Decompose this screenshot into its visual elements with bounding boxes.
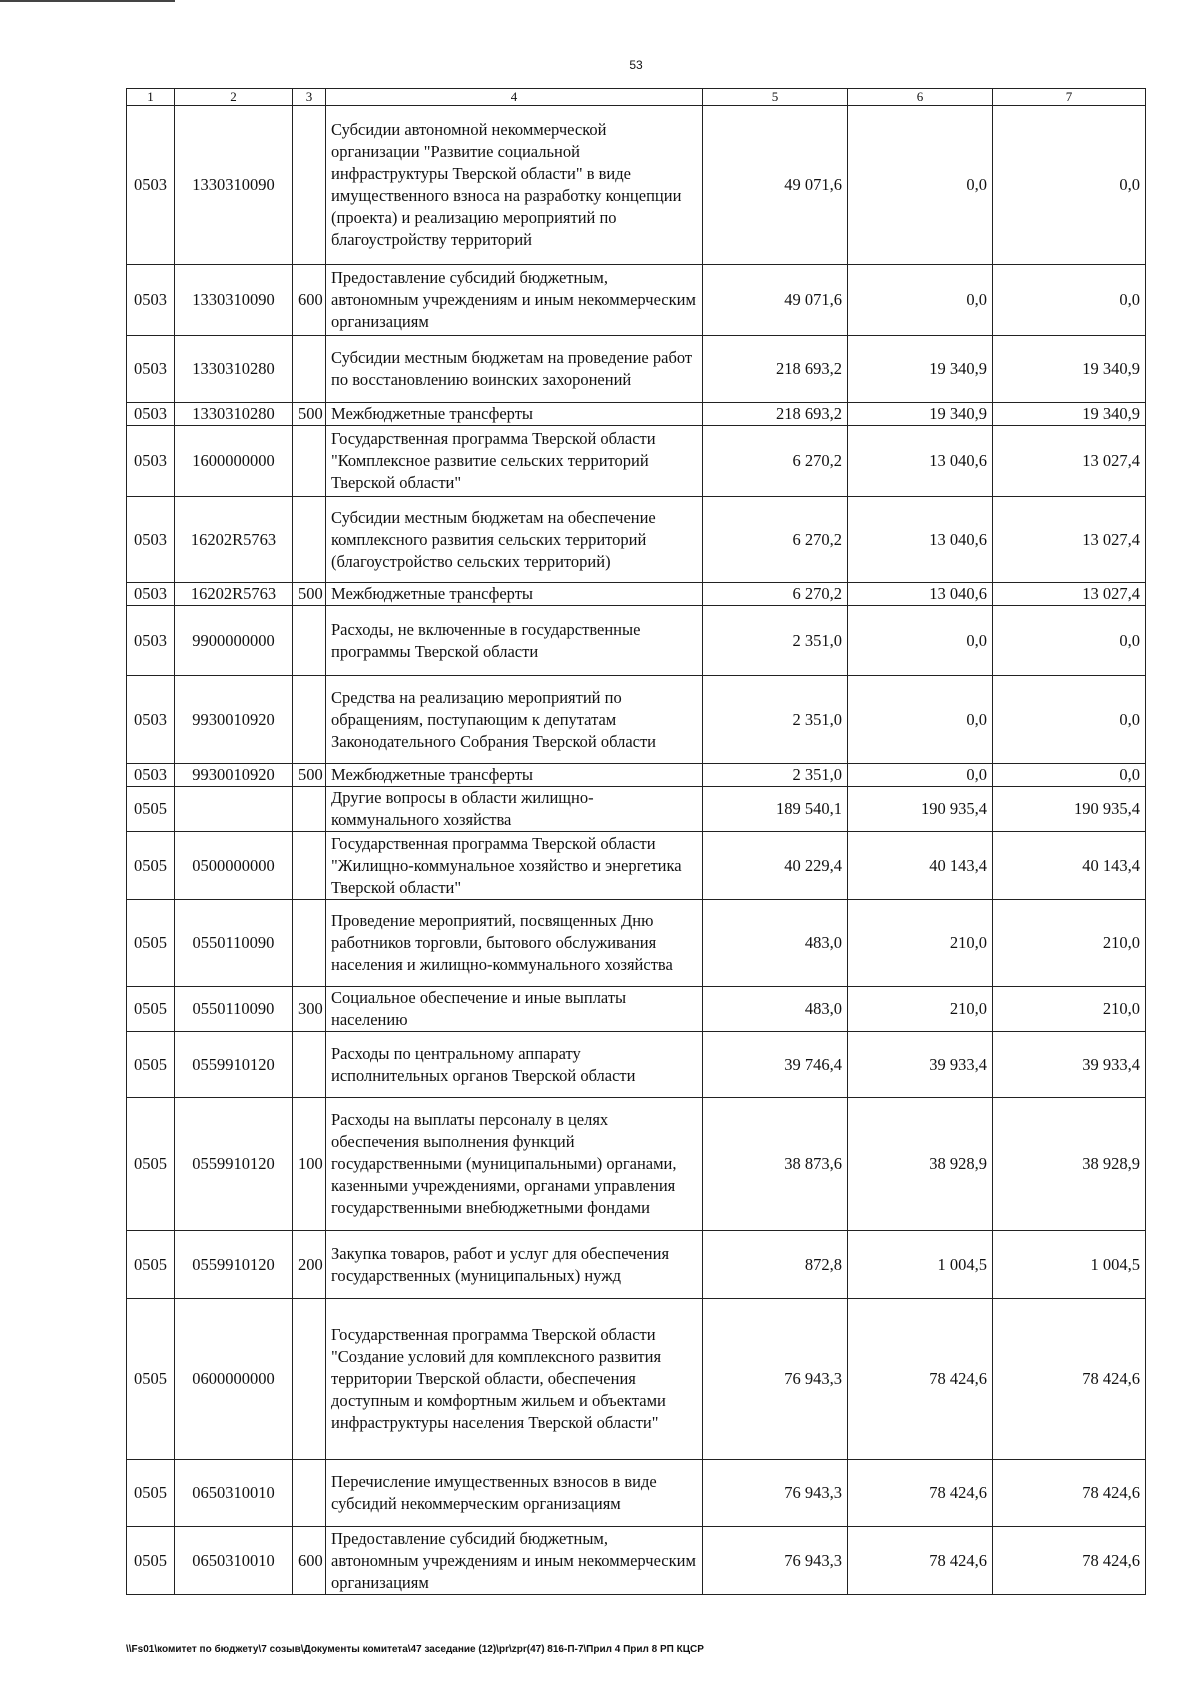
amount-col5-cell: 49 071,6: [703, 106, 848, 265]
expense-type-cell: [293, 106, 326, 265]
table-row: [127, 764, 1146, 787]
description-cell: Другие вопросы в области жилищно-коммунального хозяйства: [326, 787, 703, 832]
description-cell: Государственная программа Тверской области "Создание условий для комплексного развития территории Тверской области, обеспечения доступным и комфортным жильем и объектами инфраструктуры населения Тверской области": [326, 1299, 703, 1460]
target-code-cell: 9930010920: [175, 764, 293, 787]
amount-col6-cell: 0,0: [848, 764, 993, 787]
table-row: [127, 106, 1146, 265]
section-cell: 0503: [127, 106, 175, 265]
description-cell: Государственная программа Тверской области "Комплексное развитие сельских территорий Тверской области": [326, 426, 703, 497]
target-code-cell: 0500000000: [175, 832, 293, 900]
amount-col7-cell: 1 004,5: [993, 1231, 1146, 1299]
table-row: [127, 497, 1146, 583]
expense-type-cell: [293, 676, 326, 764]
table-row: [127, 676, 1146, 764]
target-code-cell: 9930010920: [175, 676, 293, 764]
table-row: [127, 832, 1146, 900]
table-row: [127, 1299, 1146, 1460]
target-code-cell: 0550110090: [175, 987, 293, 1032]
amount-col5-cell: 483,0: [703, 987, 848, 1032]
column-number: 4: [326, 89, 703, 106]
amount-col6-cell: 13 040,6: [848, 426, 993, 497]
description-cell: Межбюджетные трансферты: [326, 583, 703, 606]
target-code-cell: 16202R5763: [175, 497, 293, 583]
description-cell: Перечисление имущественных взносов в виде субсидий некоммерческим организациям: [326, 1460, 703, 1527]
page-number: 53: [629, 58, 643, 72]
amount-col5-cell: 40 229,4: [703, 832, 848, 900]
amount-col7-cell: 0,0: [993, 764, 1146, 787]
expense-type-cell: [293, 900, 326, 987]
description-cell: Закупка товаров, работ и услуг для обеспечения государственных (муниципальных) нужд: [326, 1231, 703, 1299]
section-cell: 0505: [127, 1460, 175, 1527]
description-cell: Проведение мероприятий, посвященных Дню работников торговли, бытового обслуживания населения и жилищно-коммунального хозяйства: [326, 900, 703, 987]
amount-col7-cell: 13 027,4: [993, 583, 1146, 606]
amount-col7-cell: 13 027,4: [993, 426, 1146, 497]
table-row: [127, 426, 1146, 497]
expense-type-cell: 200: [293, 1231, 326, 1299]
amount-col7-cell: 210,0: [993, 900, 1146, 987]
target-code-cell: 1330310090: [175, 106, 293, 265]
amount-col6-cell: 0,0: [848, 606, 993, 676]
target-code-cell: 0559910120: [175, 1032, 293, 1098]
section-cell: 0503: [127, 403, 175, 426]
column-number: 3: [293, 89, 326, 106]
expense-type-cell: [293, 497, 326, 583]
amount-col5-cell: 76 943,3: [703, 1527, 848, 1595]
table-row: [127, 1032, 1146, 1098]
table-row: [127, 987, 1146, 1032]
description-cell: Социальное обеспечение и иные выплаты населению: [326, 987, 703, 1032]
amount-col7-cell: 78 424,6: [993, 1460, 1146, 1527]
target-code-cell: 1600000000: [175, 426, 293, 497]
expense-type-cell: [293, 787, 326, 832]
section-cell: 0505: [127, 900, 175, 987]
amount-col7-cell: 78 424,6: [993, 1527, 1146, 1595]
amount-col5-cell: 2 351,0: [703, 764, 848, 787]
amount-col7-cell: 0,0: [993, 606, 1146, 676]
amount-col5-cell: 39 746,4: [703, 1032, 848, 1098]
footer-file-path: \\Fs01\комитет по бюджету\7 созыв\Документы комитета\47 заседание (12)\pr\zpr(47) 816-П-7\Прил 4 Прил 8 РП КЦСР: [126, 1644, 704, 1655]
section-cell: 0505: [127, 1527, 175, 1595]
amount-col6-cell: 0,0: [848, 106, 993, 265]
table-row: [127, 900, 1146, 987]
section-cell: 0505: [127, 1299, 175, 1460]
section-cell: 0505: [127, 1032, 175, 1098]
amount-col6-cell: 0,0: [848, 676, 993, 764]
section-cell: 0503: [127, 764, 175, 787]
target-code-cell: 9900000000: [175, 606, 293, 676]
description-cell: Межбюджетные трансферты: [326, 403, 703, 426]
target-code-cell: 0559910120: [175, 1098, 293, 1231]
description-cell: Субсидии местным бюджетам на проведение работ по восстановлению воинских захоронений: [326, 336, 703, 403]
section-cell: 0505: [127, 1231, 175, 1299]
target-code-cell: 1330310280: [175, 403, 293, 426]
description-cell: Субсидии автономной некоммерческой организации "Развитие социальной инфраструктуры Тверской области" в виде имущественного взноса на разработку концепции (проекта) и реализацию мероприятий по благоустройству территорий: [326, 106, 703, 265]
amount-col6-cell: 0,0: [848, 265, 993, 336]
amount-col7-cell: 0,0: [993, 265, 1146, 336]
table-row: [127, 583, 1146, 606]
table-row: [127, 265, 1146, 336]
description-cell: Расходы, не включенные в государственные программы Тверской области: [326, 606, 703, 676]
expense-type-cell: 600: [293, 265, 326, 336]
amount-col5-cell: 6 270,2: [703, 426, 848, 497]
expense-type-cell: 500: [293, 583, 326, 606]
section-cell: 0503: [127, 676, 175, 764]
target-code-cell: 16202R5763: [175, 583, 293, 606]
amount-col6-cell: 78 424,6: [848, 1299, 993, 1460]
amount-col5-cell: 2 351,0: [703, 676, 848, 764]
description-cell: Межбюджетные трансферты: [326, 764, 703, 787]
amount-col5-cell: 76 943,3: [703, 1299, 848, 1460]
expense-type-cell: [293, 1032, 326, 1098]
table-row: [127, 403, 1146, 426]
column-number: 7: [993, 89, 1146, 106]
description-cell: Субсидии местным бюджетам на обеспечение комплексного развития сельских территорий (благоустройство сельских территорий): [326, 497, 703, 583]
amount-col5-cell: 218 693,2: [703, 403, 848, 426]
amount-col6-cell: 190 935,4: [848, 787, 993, 832]
expense-type-cell: 500: [293, 764, 326, 787]
amount-col6-cell: 40 143,4: [848, 832, 993, 900]
target-code-cell: 0650310010: [175, 1527, 293, 1595]
expense-type-cell: [293, 1460, 326, 1527]
target-code-cell: 0559910120: [175, 1231, 293, 1299]
description-cell: Предоставление субсидий бюджетным, автономным учреждениям и иным некоммерческим организациям: [326, 1527, 703, 1595]
amount-col7-cell: 0,0: [993, 106, 1146, 265]
amount-col5-cell: 483,0: [703, 900, 848, 987]
section-cell: 0505: [127, 832, 175, 900]
amount-col5-cell: 6 270,2: [703, 583, 848, 606]
section-cell: 0503: [127, 497, 175, 583]
column-number: 1: [127, 89, 175, 106]
target-code-cell: 1330310090: [175, 265, 293, 336]
table-row: [127, 1098, 1146, 1231]
section-cell: 0503: [127, 583, 175, 606]
amount-col6-cell: 210,0: [848, 987, 993, 1032]
column-number: 6: [848, 89, 993, 106]
amount-col7-cell: 39 933,4: [993, 1032, 1146, 1098]
column-number: 5: [703, 89, 848, 106]
target-code-cell: 1330310280: [175, 336, 293, 403]
expense-type-cell: 600: [293, 1527, 326, 1595]
expense-type-cell: [293, 426, 326, 497]
target-code-cell: 0600000000: [175, 1299, 293, 1460]
description-cell: Предоставление субсидий бюджетным, автономным учреждениям и иным некоммерческим организациям: [326, 265, 703, 336]
expense-type-cell: [293, 1299, 326, 1460]
amount-col7-cell: 19 340,9: [993, 403, 1146, 426]
column-number: 2: [175, 89, 293, 106]
amount-col7-cell: 13 027,4: [993, 497, 1146, 583]
target-code-cell: [175, 787, 293, 832]
amount-col7-cell: 19 340,9: [993, 336, 1146, 403]
amount-col5-cell: 6 270,2: [703, 497, 848, 583]
column-number-row: [127, 89, 1146, 106]
amount-col5-cell: 872,8: [703, 1231, 848, 1299]
description-cell: Расходы по центральному аппарату исполнительных органов Тверской области: [326, 1032, 703, 1098]
amount-col6-cell: 78 424,6: [848, 1527, 993, 1595]
amount-col7-cell: 0,0: [993, 676, 1146, 764]
amount-col6-cell: 19 340,9: [848, 336, 993, 403]
amount-col5-cell: 38 873,6: [703, 1098, 848, 1231]
description-cell: Расходы на выплаты персоналу в целях обеспечения выполнения функций государственными (муниципальными) органами, казенными учреждениями, органами управления государственными внебюджетными фондами: [326, 1098, 703, 1231]
amount-col6-cell: 78 424,6: [848, 1460, 993, 1527]
expense-type-cell: 100: [293, 1098, 326, 1231]
expense-type-cell: 500: [293, 403, 326, 426]
amount-col5-cell: 189 540,1: [703, 787, 848, 832]
amount-col5-cell: 76 943,3: [703, 1460, 848, 1527]
amount-col7-cell: 38 928,9: [993, 1098, 1146, 1231]
target-code-cell: 0650310010: [175, 1460, 293, 1527]
expense-type-cell: [293, 832, 326, 900]
expense-type-cell: [293, 336, 326, 403]
expense-type-cell: 300: [293, 987, 326, 1032]
table-row: [127, 787, 1146, 832]
section-cell: 0505: [127, 787, 175, 832]
amount-col5-cell: 218 693,2: [703, 336, 848, 403]
amount-col7-cell: 210,0: [993, 987, 1146, 1032]
section-cell: 0503: [127, 265, 175, 336]
amount-col5-cell: 2 351,0: [703, 606, 848, 676]
target-code-cell: 0550110090: [175, 900, 293, 987]
amount-col6-cell: 1 004,5: [848, 1231, 993, 1299]
section-cell: 0505: [127, 1098, 175, 1231]
budget-table: [126, 88, 1146, 1595]
amount-col6-cell: 13 040,6: [848, 583, 993, 606]
section-cell: 0503: [127, 426, 175, 497]
section-cell: 0505: [127, 987, 175, 1032]
table-row: [127, 1527, 1146, 1595]
amount-col6-cell: 13 040,6: [848, 497, 993, 583]
amount-col6-cell: 39 933,4: [848, 1032, 993, 1098]
expense-type-cell: [293, 606, 326, 676]
scan-edge-line: [0, 0, 175, 2]
amount-col7-cell: 190 935,4: [993, 787, 1146, 832]
description-cell: Средства на реализацию мероприятий по обращениям, поступающим к депутатам Законодательного Собрания Тверской области: [326, 676, 703, 764]
amount-col6-cell: 19 340,9: [848, 403, 993, 426]
table-row: [127, 1231, 1146, 1299]
amount-col7-cell: 40 143,4: [993, 832, 1146, 900]
table-row: [127, 336, 1146, 403]
section-cell: 0503: [127, 336, 175, 403]
amount-col6-cell: 38 928,9: [848, 1098, 993, 1231]
amount-col7-cell: 78 424,6: [993, 1299, 1146, 1460]
table-row: [127, 606, 1146, 676]
section-cell: 0503: [127, 606, 175, 676]
amount-col6-cell: 210,0: [848, 900, 993, 987]
description-cell: Государственная программа Тверской области "Жилищно-коммунальное хозяйство и энергетика Тверской области": [326, 832, 703, 900]
amount-col5-cell: 49 071,6: [703, 265, 848, 336]
table-row: [127, 1460, 1146, 1527]
